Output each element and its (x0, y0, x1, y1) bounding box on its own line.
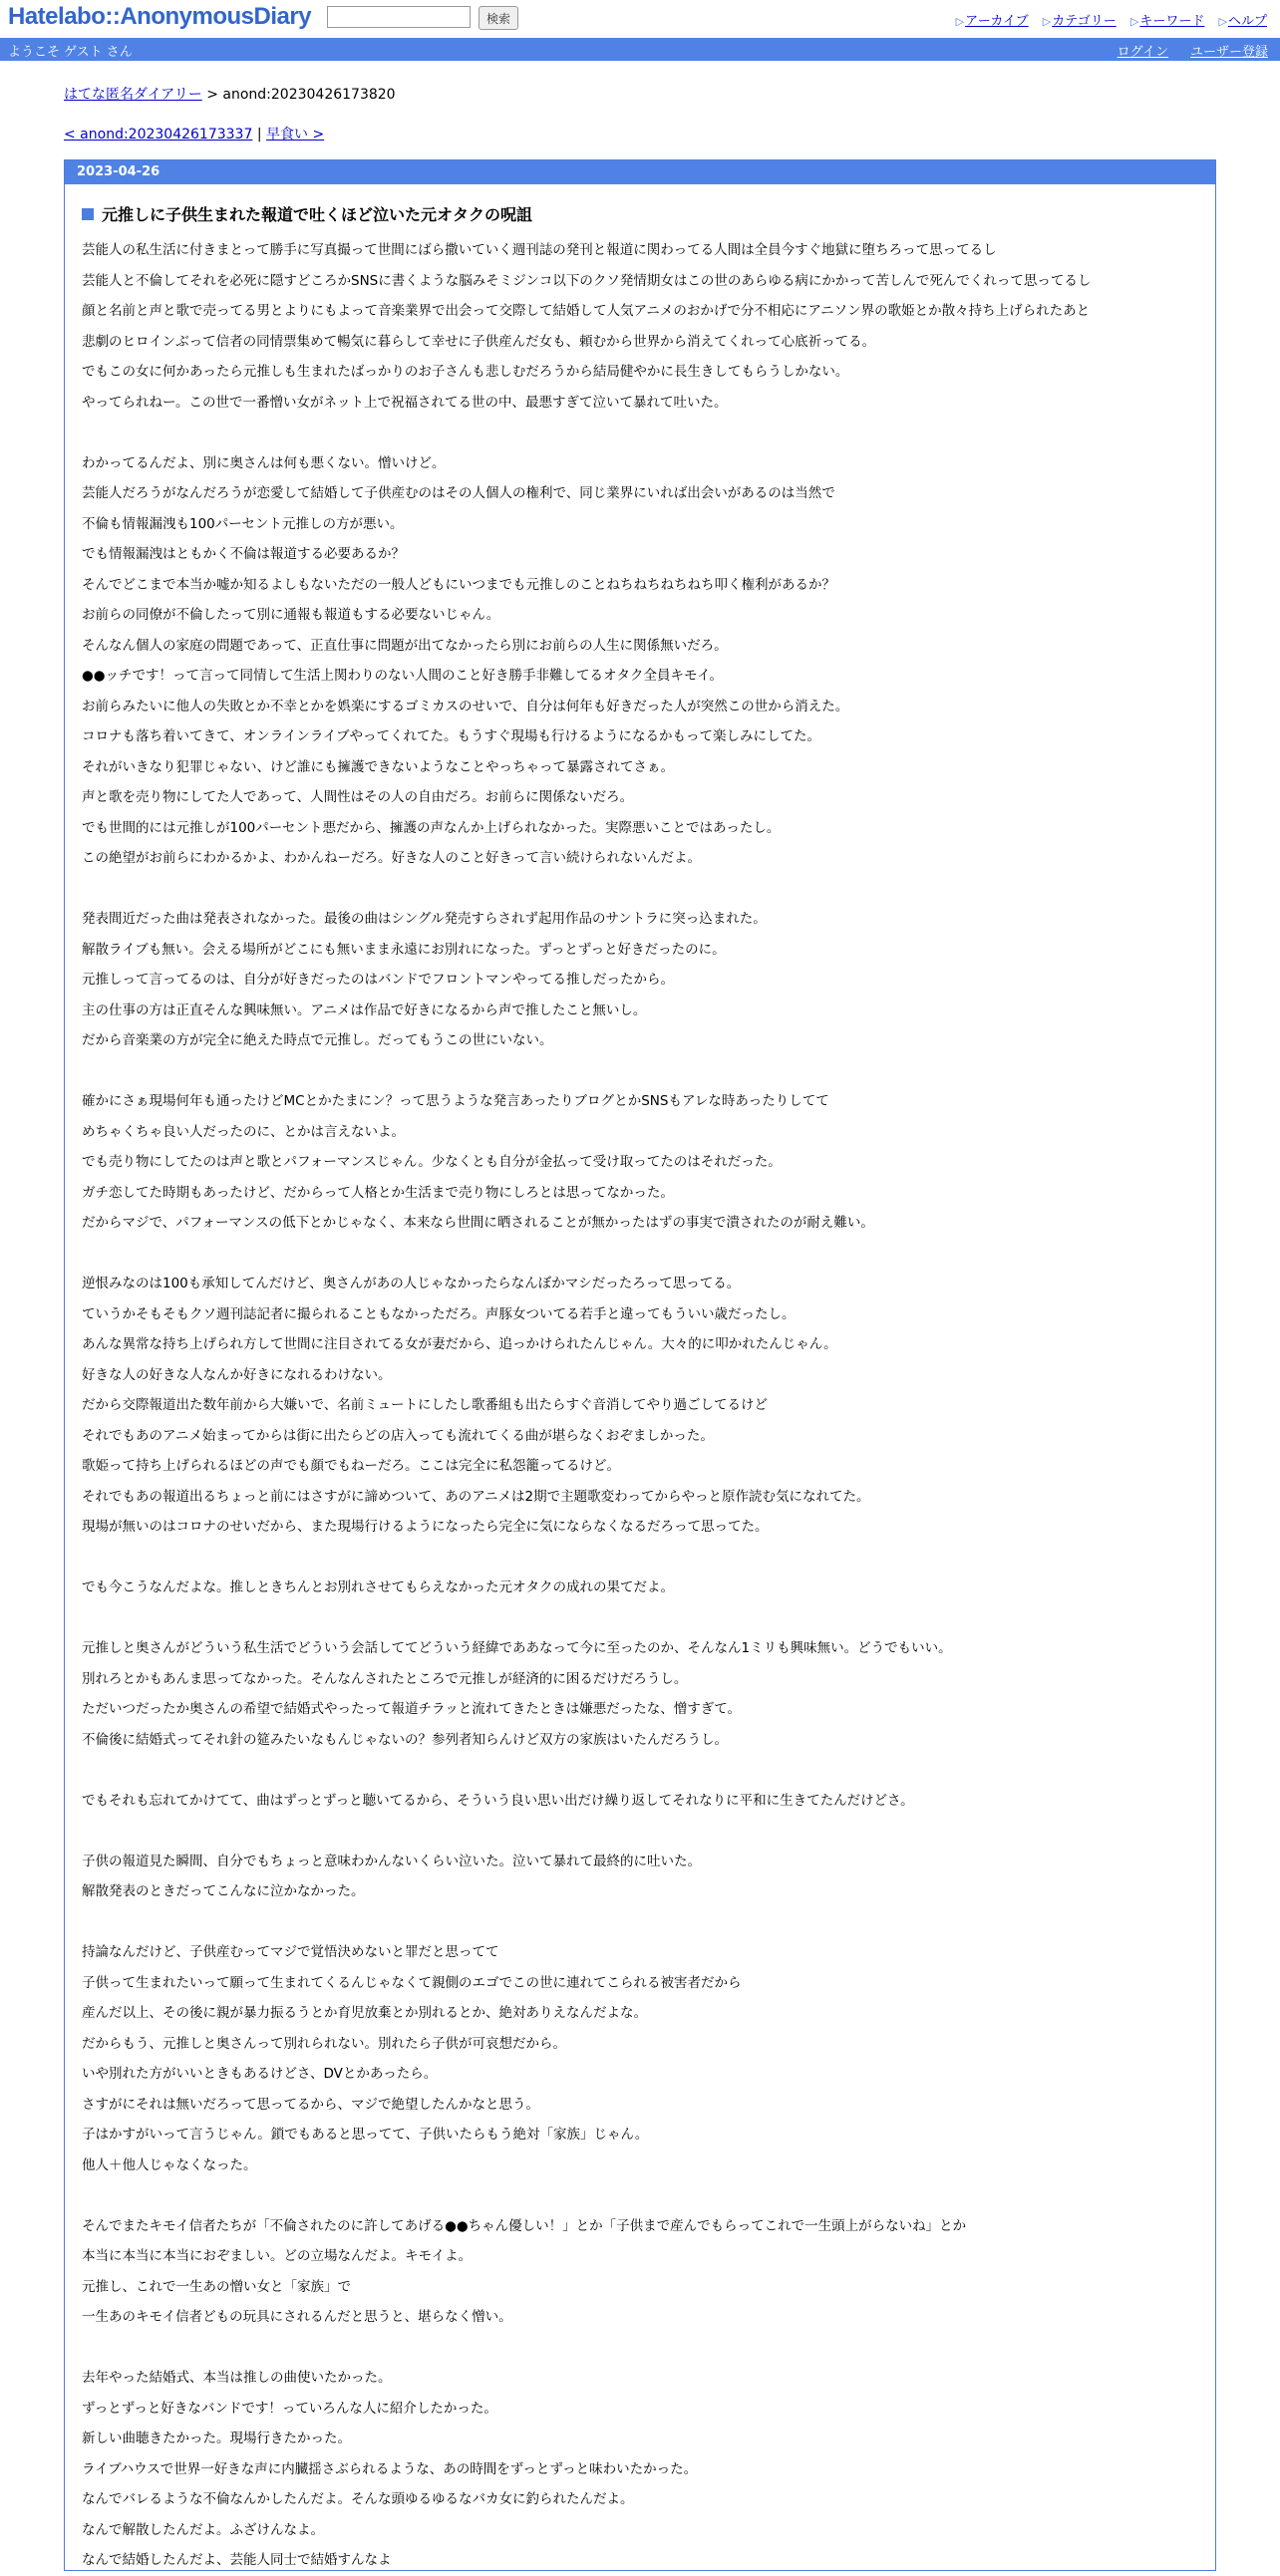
blank-line (82, 1239, 1215, 1270)
entry-line: でも今こうなんだよな。推しときちんとお別れさせてもらえなかった元オタクの成れの果てだよ。 (82, 1579, 674, 1595)
next-entry-link[interactable]: 早食い > (266, 127, 325, 143)
entry-line: いや別れた方がいいときもあるけどさ、DVとかあったら。 (82, 2066, 438, 2082)
entry-line: そんでまたキモイ信者たちが「不倫されたのに許してあげる●●ちゃん優しい！」とか「子供まで産んでもらってこれで一生頭上がらないね」とか (82, 2217, 967, 2234)
entry-line: 芸能人だろうがなんだろうが恋愛して結婚して子供産むのはその人個人の権利で、同じ業界にいれば出会いがあるのは当然で (82, 485, 835, 501)
entry-line: それでもあのアニメ始まってからは街に出たらどの店入っても流れてくる曲が堪らなくおぞましかった。 (82, 1427, 714, 1444)
entry-line: 元推しって言ってるのは、自分が好きだったのはバンドでフロントマンやってる推しだったから。 (82, 972, 674, 988)
entry-line: でも世間的には元推しが100パーセント悪だから、擁護の声なんか上げられなかった。実際悪いことではあったし。 (82, 819, 781, 836)
entry-line: コロナも落ち着いてきて、オンラインライブやってくれてた。もうすぐ現場も行けるようになるかもって楽しみにしてた。 (82, 728, 821, 744)
entry-line: 芸能人と不倫してそれを必死に隠すどころかSNSに書くような脳みそミジンコ以下のクソ発情期女はこの世のあらゆる病にかかって苦しんで死んでくれって思ってるし (82, 272, 1092, 289)
entry-line: 確かにさぁ現場何年も通ったけどMCとかたまにン？って思うような発言あったりブログとかSNSもアレな時あったりしてて (82, 1093, 829, 1109)
entry-line: 元推し、これで一生あの憎い女と「家族」で (82, 2278, 351, 2295)
entry-line: 芸能人の私生活に付きまとって勝手に写真撮って世間にばら撒いていく週刊誌の発刊と報道に関わってる人間は全員今すぐ地獄に堕ちろって思ってるし (82, 242, 997, 258)
entry-line: お前らの同僚が不倫したって別に通報も報道もする必要ないじゃん。 (82, 607, 500, 623)
entry-line: それがいきなり犯罪じゃない、けど誰にも擁護できないようなことやっちゃって暴露されてさぁ。 (82, 758, 674, 775)
day-section (64, 159, 1216, 2571)
blank-line (82, 874, 1215, 905)
arrow-icon: ▷ (955, 15, 965, 28)
square-icon (82, 208, 94, 220)
blank-line (82, 1056, 1215, 1087)
entry-line: ずっとずっと好きなバンドです！っていろんな人に紹介したかった。 (82, 2400, 497, 2417)
search-button[interactable]: 検索 (479, 6, 518, 30)
entry-line: 声と歌を売り物にしてた人であって、人間性はその人の自由だろ。お前らに関係ないだろ。 (82, 789, 634, 805)
entry-line: そんでどこまで本当か嘘か知るよしもないただの一般人どもにいつまでも元推しのことねちねちねちねち叩く権利があるか？ (82, 576, 835, 593)
entry-line: 解散ライブも無い。会える場所がどこにも無いまま永遠にお別れになった。ずっとずっと好きだったのに。 (82, 941, 726, 958)
entry-line: 逆恨みなのは100も承知してんだけど、奥さんがあの人じゃなかったらなんぼかマシだったろって思ってる。 (82, 1276, 741, 1291)
entry-line: 不倫後に結婚式ってそれ針の筵みたいなもんじゃないの？参列者知らんけど双方の家族はいたんだろうし。 (82, 1731, 728, 1748)
breadcrumb (64, 84, 396, 104)
entry-line: でもこの女に何かあったら元推しも生まれたばっかりのお子さんも悲しむだろうから結局健やかに長生きしてもらうしかない。 (82, 364, 849, 380)
entry-line: だからマジで、パフォーマンスの低下とかじゃなく、本来なら世間に晒されることが無かったはずの事実で潰されたのが耐え難い。 (82, 1215, 874, 1231)
blank-line (82, 2333, 1215, 2364)
entry-line: めちゃくちゃ良い人だったのに、とかは言えないよ。 (82, 1123, 405, 1140)
arrow-icon: ▷ (1218, 15, 1227, 28)
entry-section (65, 184, 1215, 2576)
entry-line: 好きな人の好きな人なんか好きになれるわけない。 (82, 1366, 392, 1383)
entry-line: なんでバレるような不倫なんかしたんだよ。そんな頭ゆるゆるなバカ女に釣られたんだよ。 (82, 2491, 634, 2507)
entry-line: ただいつだったか奥さんの希望で結婚式やったって報道チラッと流れてきたときは嫌悪だったな、憎すぎて。 (82, 1701, 741, 1717)
blank-line (82, 418, 1215, 448)
blank-line (82, 1543, 1215, 1574)
nav-category-link[interactable]: カテゴリー (1052, 14, 1117, 29)
register-link[interactable]: ユーザー登録 (1189, 45, 1268, 60)
blank-line (82, 1816, 1215, 1847)
entry-line: 歌姫って持ち上げられるほどの声でも顔でもねーだろ。ここは完全に私怨籠ってるけど。 (82, 1458, 620, 1474)
pager-separator: | (252, 127, 267, 143)
entry-line: 顔と名前と声と歌で売ってる男とよりにもよって音楽業界で出会って交際して結婚して人気アニメのおかげで分不相応にアニソン界の歌姫とか散々持ち上げられたあと (82, 303, 1091, 319)
blank-line (82, 1907, 1215, 1938)
entry-line: 別れろとかもあんま思ってなかった。そんなんされたところで元推しが経済的に困るだけだろうし。 (82, 1670, 688, 1687)
entry-line: 子はかすがいって言うじゃん。鎖でもあると思ってて、子供いたらもう絶対「家族」じゃん。 (82, 2127, 649, 2143)
greeting-bar (0, 38, 1280, 61)
arrow-icon: ▷ (1042, 15, 1052, 28)
entry-line: 元推しと奥さんがどういう私生活でどういう会話しててどういう経緯でああなって今に至ったのか、そんなん1ミリも興味無い。どうでもいい。 (82, 1640, 952, 1656)
entry-line: 他人＋他人じゃなくなった。 (82, 2156, 257, 2173)
prev-entry-link[interactable]: < anond:20230426173337 (64, 127, 253, 143)
entry-line: ●●ッチです！って言って同情して生活上関わりのない人間のこと好き勝手非難してるオタク全員キモイ。 (82, 668, 723, 684)
entry-line: 解散発表のときだってこんなに泣かなかった。 (82, 1883, 365, 1899)
entry-line: この絶望がお前らにわかるかよ、わかんねーだろ。好きな人のこと好きって言い続けられないんだよ。 (82, 850, 701, 866)
blank-line (82, 1755, 1215, 1786)
entry-line: 産んだ以上、その後に親が暴力振るうとか育児放棄とか別れるとか、絶対ありえなんだよな。 (82, 2005, 647, 2021)
entry-line: 新しい曲聴きたかった。現場行きたかった。 (82, 2431, 351, 2446)
blank-line (82, 1603, 1215, 1634)
breadcrumb-current: anond:20230426173820 (222, 87, 396, 103)
search-input[interactable] (327, 6, 471, 28)
entry-line: なんで結婚したんだよ、芸能人同士で結婚すんなよ (82, 2552, 392, 2568)
arrow-icon: ▷ (1129, 15, 1139, 28)
breadcrumb-home-link[interactable]: はてな匿名ダイアリー (64, 87, 202, 103)
entry-line: それでもあの報道出るちょっと前にはさすがに諦めついて、あのアニメは2期で主題歌変わってからやっと原作読む気になれてた。 (82, 1488, 870, 1505)
entry-line: だからもう、元推しと奥さんって別れられない。別れたら子供が可哀想だから。 (82, 2035, 566, 2052)
breadcrumb-separator: > (201, 87, 223, 103)
nav-keyword-link[interactable]: キーワード (1139, 14, 1205, 29)
nav-help-link[interactable]: ヘルプ (1227, 14, 1267, 29)
entry-body (82, 235, 1215, 2576)
entry-line: 一生あのキモイ信者どもの玩具にされるんだと思うと、堪らなく憎い。 (82, 2309, 512, 2325)
nav-archive-link[interactable]: アーカイブ (965, 14, 1029, 29)
entry-line: 発表間近だった曲は発表されなかった。最後の曲はシングル発売すらされず起用作品のサントラに突っ込まれた。 (82, 911, 767, 927)
entry-line: だから音楽業の方が完全に絶えた時点で元推し。だってもうこの世にいない。 (82, 1032, 553, 1048)
entry-line: ライブハウスで世界一好きな声に内臓揺さぶられるような、あの時間をずっとずっと味わいたかった。 (82, 2460, 698, 2477)
blank-line (82, 2180, 1215, 2211)
entry-line: 悲劇のヒロインぶって信者の同情票集めて暢気に暮らして幸せに子供産んだ女も、頼むから世界から消えてくれって心底祈ってる。 (82, 333, 876, 350)
entry-line: でも売り物にしてたのは声と歌とパフォーマンスじゃん。少なくとも自分が金払って受け取ってたのはそれだった。 (82, 1154, 782, 1170)
entry-line: 本当に本当に本当におぞましい。どの立場なんだよ。キモイよ。 (82, 2248, 473, 2264)
entry-line: お前らみたいに他人の失敗とか不幸とかを娯楽にするゴミカスのせいで、自分は何年も好きだった人が突然この世から消えた。 (82, 698, 849, 715)
entry-line: 主の仕事の方は正直そんな興味無い。アニメは作品で好きになるから声で推したこと無いし。 (82, 1002, 647, 1018)
entry-pager (64, 124, 324, 143)
entry-line: でもそれも忘れてかけてて、曲はずっとずっと聴いてるから、そういう良い思い出だけ繰り返してそれなりに平和に生きてたんだけどさ。 (82, 1792, 914, 1809)
entry-line: さすがにそれは無いだろって思ってるから、マジで絶望したんかなと思う。 (82, 2096, 539, 2113)
entry-line: 現場が無いのはコロナのせいだから、また現場行けるようになったら完全に気にならなくなるだろって思ってた。 (82, 1519, 769, 1535)
entry-line: あんな異常な持ち上げられ方して世間に注目されてる女が妻だから、追っかけられたんじゃん。大々的に叩かれたんじゃん。 (82, 1336, 837, 1352)
entry-line: ていうかそもそもクソ週刊誌記者に撮られることもなかっただろ。声豚女ついてる若手と違ってもういい歳だったし。 (82, 1305, 796, 1322)
top-nav (946, 10, 1267, 29)
entry-line: 去年やった結婚式、本当は推しの曲使いたかった。 (82, 2370, 392, 2386)
entry-line: そんなん個人の家庭の問題であって、正直仕事に問題が出てなかったら別にお前らの人生に関係無いだろ。 (82, 637, 728, 654)
entry-line: なんで解散したんだよ。ふざけんなよ。 (82, 2521, 324, 2538)
site-logo[interactable]: Hatelabo::AnonymousDiary (8, 3, 312, 30)
login-link[interactable]: ログイン (1117, 45, 1168, 60)
entry-line: やってられねー。この世で一番憎い女がネット上で祝福されてる世の中、最悪すぎて泣いて暴れて吐いた。 (82, 394, 728, 411)
day-date: 2023-04-26 (65, 160, 1215, 184)
entry-line: ガチ恋してた時期もあったけど、だからって人格とか生活まで売り物にしろとは思ってなかった。 (82, 1184, 674, 1201)
entry-line: 持論なんだけど、子供産むってマジで覚悟決めないと罪だと思ってて (82, 1944, 499, 1960)
entry-title-text: 元推しに子供生まれた報道で吐くほど泣いた元オタクの呪詛 (102, 205, 533, 224)
greeting-text: ようこそ ゲスト さん (8, 45, 133, 60)
entry-line: でも情報漏洩はともかく不倫は報道する必要あるか？ (82, 546, 405, 562)
header (0, 0, 1280, 38)
entry-line: 子供って生まれたいって願って生まれてくるんじゃなくて親側のエゴでこの世に連れてこられる被害者だから (82, 1974, 742, 1991)
entry-line: 不倫も情報漏洩も100パーセント元推しの方が悪い。 (82, 515, 404, 532)
entry-title (82, 202, 1215, 225)
entry-line: わかってるんだよ、別に奥さんは何も悪くない。憎いけど。 (82, 454, 446, 471)
entry-line: だから交際報道出た数年前から大嫌いで、名前ミュートにしたし歌番組も出たらすぐ音消してやり過ごしてるけど (82, 1397, 768, 1413)
entry-line: 子供の報道見た瞬間、自分でもちょっと意味わかんないくらい泣いた。泣いて暴れて最終的に吐いた。 (82, 1853, 701, 1869)
